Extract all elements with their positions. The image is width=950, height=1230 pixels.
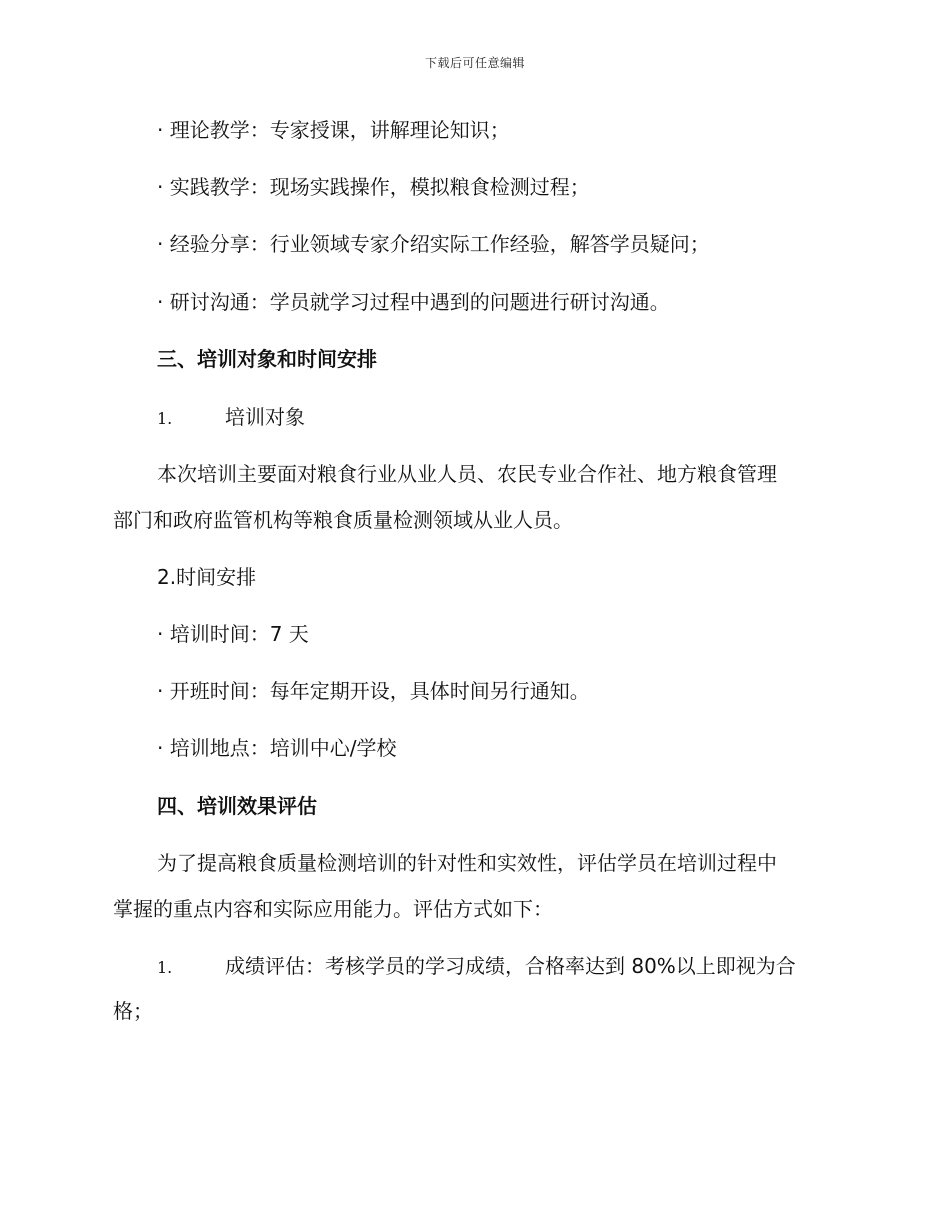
section-4-heading: 四、培训效果评估 <box>157 794 317 818</box>
section-3-heading: 三、培训对象和时间安排 <box>157 347 377 371</box>
paragraph-line: 本次培训主要面对粮食行业从业人员、农民专业合作社、地方粮食管理 <box>157 462 777 486</box>
evaluation-number: 1. <box>157 958 173 977</box>
page-header: 下载后可任意编辑 <box>424 56 525 70</box>
paragraph-line: 掌握的重点内容和实际应用能力。评估方式如下： <box>113 897 553 921</box>
method-item-theory: · 理论教学：专家授课，讲解理论知识； <box>157 118 510 142</box>
subsection-target <box>157 403 305 433</box>
evaluation-item <box>157 952 796 982</box>
method-item-experience: · 经验分享：行业领域专家介绍实际工作经验，解答学员疑问； <box>157 232 710 256</box>
subsection-number: 1. <box>157 409 173 428</box>
paragraph-line: 部门和政府监管机构等粮食质量检测领域从业人员。 <box>113 508 573 532</box>
paragraph-line: 为了提高粮食质量检测培训的针对性和实效性，评估学员在培训过程中 <box>157 851 777 875</box>
schedule-item-location: · 培训地点：培训中心/学校 <box>157 736 397 760</box>
paragraph-line: 格； <box>113 999 153 1023</box>
method-item-practice: · 实践教学：现场实践操作，模拟粮食检测过程； <box>157 175 590 199</box>
subsection-schedule-heading: 2.时间安排 <box>157 565 257 589</box>
evaluation-text: 成绩评估：考核学员的学习成绩，合格率达到 80%以上即视为合 <box>225 954 796 978</box>
schedule-item-duration: · 培训时间：7 天 <box>157 622 309 646</box>
method-item-discussion: · 研讨沟通：学员就学习过程中遇到的问题进行研讨沟通。 <box>157 290 670 314</box>
schedule-item-start: · 开班时间：每年定期开设，具体时间另行通知。 <box>157 679 590 703</box>
subsection-label: 培训对象 <box>225 405 305 429</box>
